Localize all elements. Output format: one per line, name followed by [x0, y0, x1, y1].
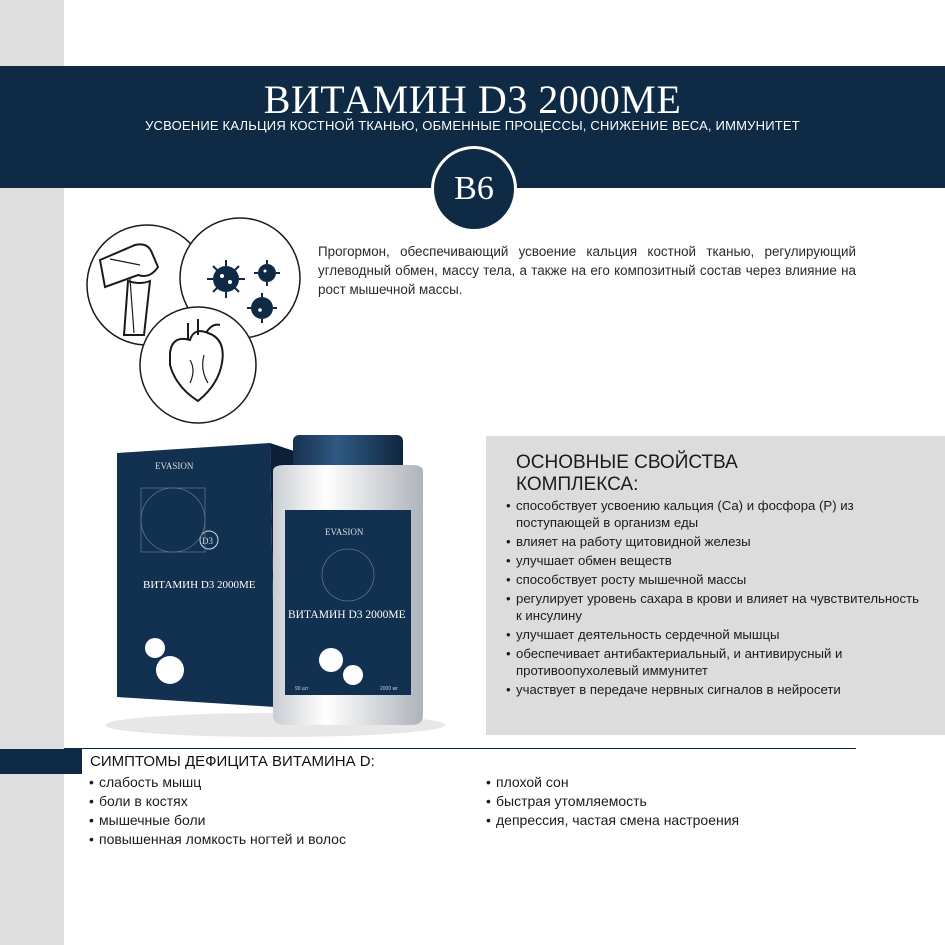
- box-name: ВИТАМИН D3 2000МЕ: [143, 579, 256, 591]
- properties-list: [504, 497, 924, 700]
- list-item: • быстрая утомляемость: [486, 792, 739, 811]
- list-item: • улучшает деятельность сердечной мышцы: [504, 626, 924, 643]
- section-divider: [64, 748, 856, 749]
- list-item: • боли в костях: [89, 792, 346, 811]
- icon-cluster: [80, 205, 320, 430]
- list-item: • слабость мышц: [89, 773, 346, 792]
- list-item: • повышенная ломкость ногтей и волос: [89, 830, 346, 849]
- product-image: [95, 425, 455, 745]
- list-item: • плохой сон: [486, 773, 739, 792]
- list-item: • влияет на работу щитовидной железы: [504, 533, 924, 550]
- page-subtitle: УСВОЕНИЕ КАЛЬЦИЯ КОСТНОЙ ТКАНЬЮ, ОБМЕННЫЕ ПРОЦЕССЫ, СНИЖЕНИЕ ВЕСА, ИММУНИТЕТ: [145, 118, 800, 133]
- list-item: • способствует усвоению кальция (Ca) и фосфора (P) из поступающей в организм еды: [504, 497, 924, 531]
- symptoms-list-right: [486, 773, 739, 830]
- section-marker: [0, 749, 82, 774]
- list-item: • депрессия, частая смена настроения: [486, 811, 739, 830]
- properties-panel: [486, 436, 945, 735]
- symptoms-title: СИМПТОМЫ ДЕФИЦИТА ВИТАМИНА D:: [90, 753, 375, 770]
- jar-dose: 2000 мг: [380, 686, 398, 692]
- list-item: • способствует росту мышечной массы: [504, 571, 924, 588]
- heart-icon: [140, 307, 256, 423]
- box-badge: D3: [202, 536, 213, 546]
- list-item: • обеспечивает антибактериальный, и антивирусный и противоопухолевый иммунитет: [504, 645, 924, 679]
- symptoms-list-left: [89, 773, 346, 849]
- page-title: ВИТАМИН D3 2000МЕ: [263, 77, 682, 122]
- jar-name: ВИТАМИН D3 2000МЕ: [288, 609, 406, 621]
- list-item: • регулирует уровень сахара в крови и влияет на чувствительность к инсулину: [504, 590, 924, 624]
- box-brand: EVASION: [155, 461, 194, 471]
- jar-brand: EVASION: [325, 527, 364, 537]
- list-item: • мышечные боли: [89, 811, 346, 830]
- properties-heading: ОСНОВНЫЕ СВОЙСТВА КОМПЛЕКСА:: [516, 452, 738, 495]
- vitamin-badge: B6: [431, 146, 517, 232]
- intro-paragraph: Прогормон, обеспечивающий усвоение кальция костной тканью, регулирующий углеводный обмен, массу тела, а также на его композитный состав через влияние на рост мышечной массы.: [318, 244, 856, 297]
- product-jar: [273, 435, 423, 725]
- list-item: • участвует в передаче нервных сигналов в нейросети: [504, 681, 924, 698]
- jar-count: 90 шт: [295, 686, 309, 692]
- list-item: • улучшает обмен веществ: [504, 552, 924, 569]
